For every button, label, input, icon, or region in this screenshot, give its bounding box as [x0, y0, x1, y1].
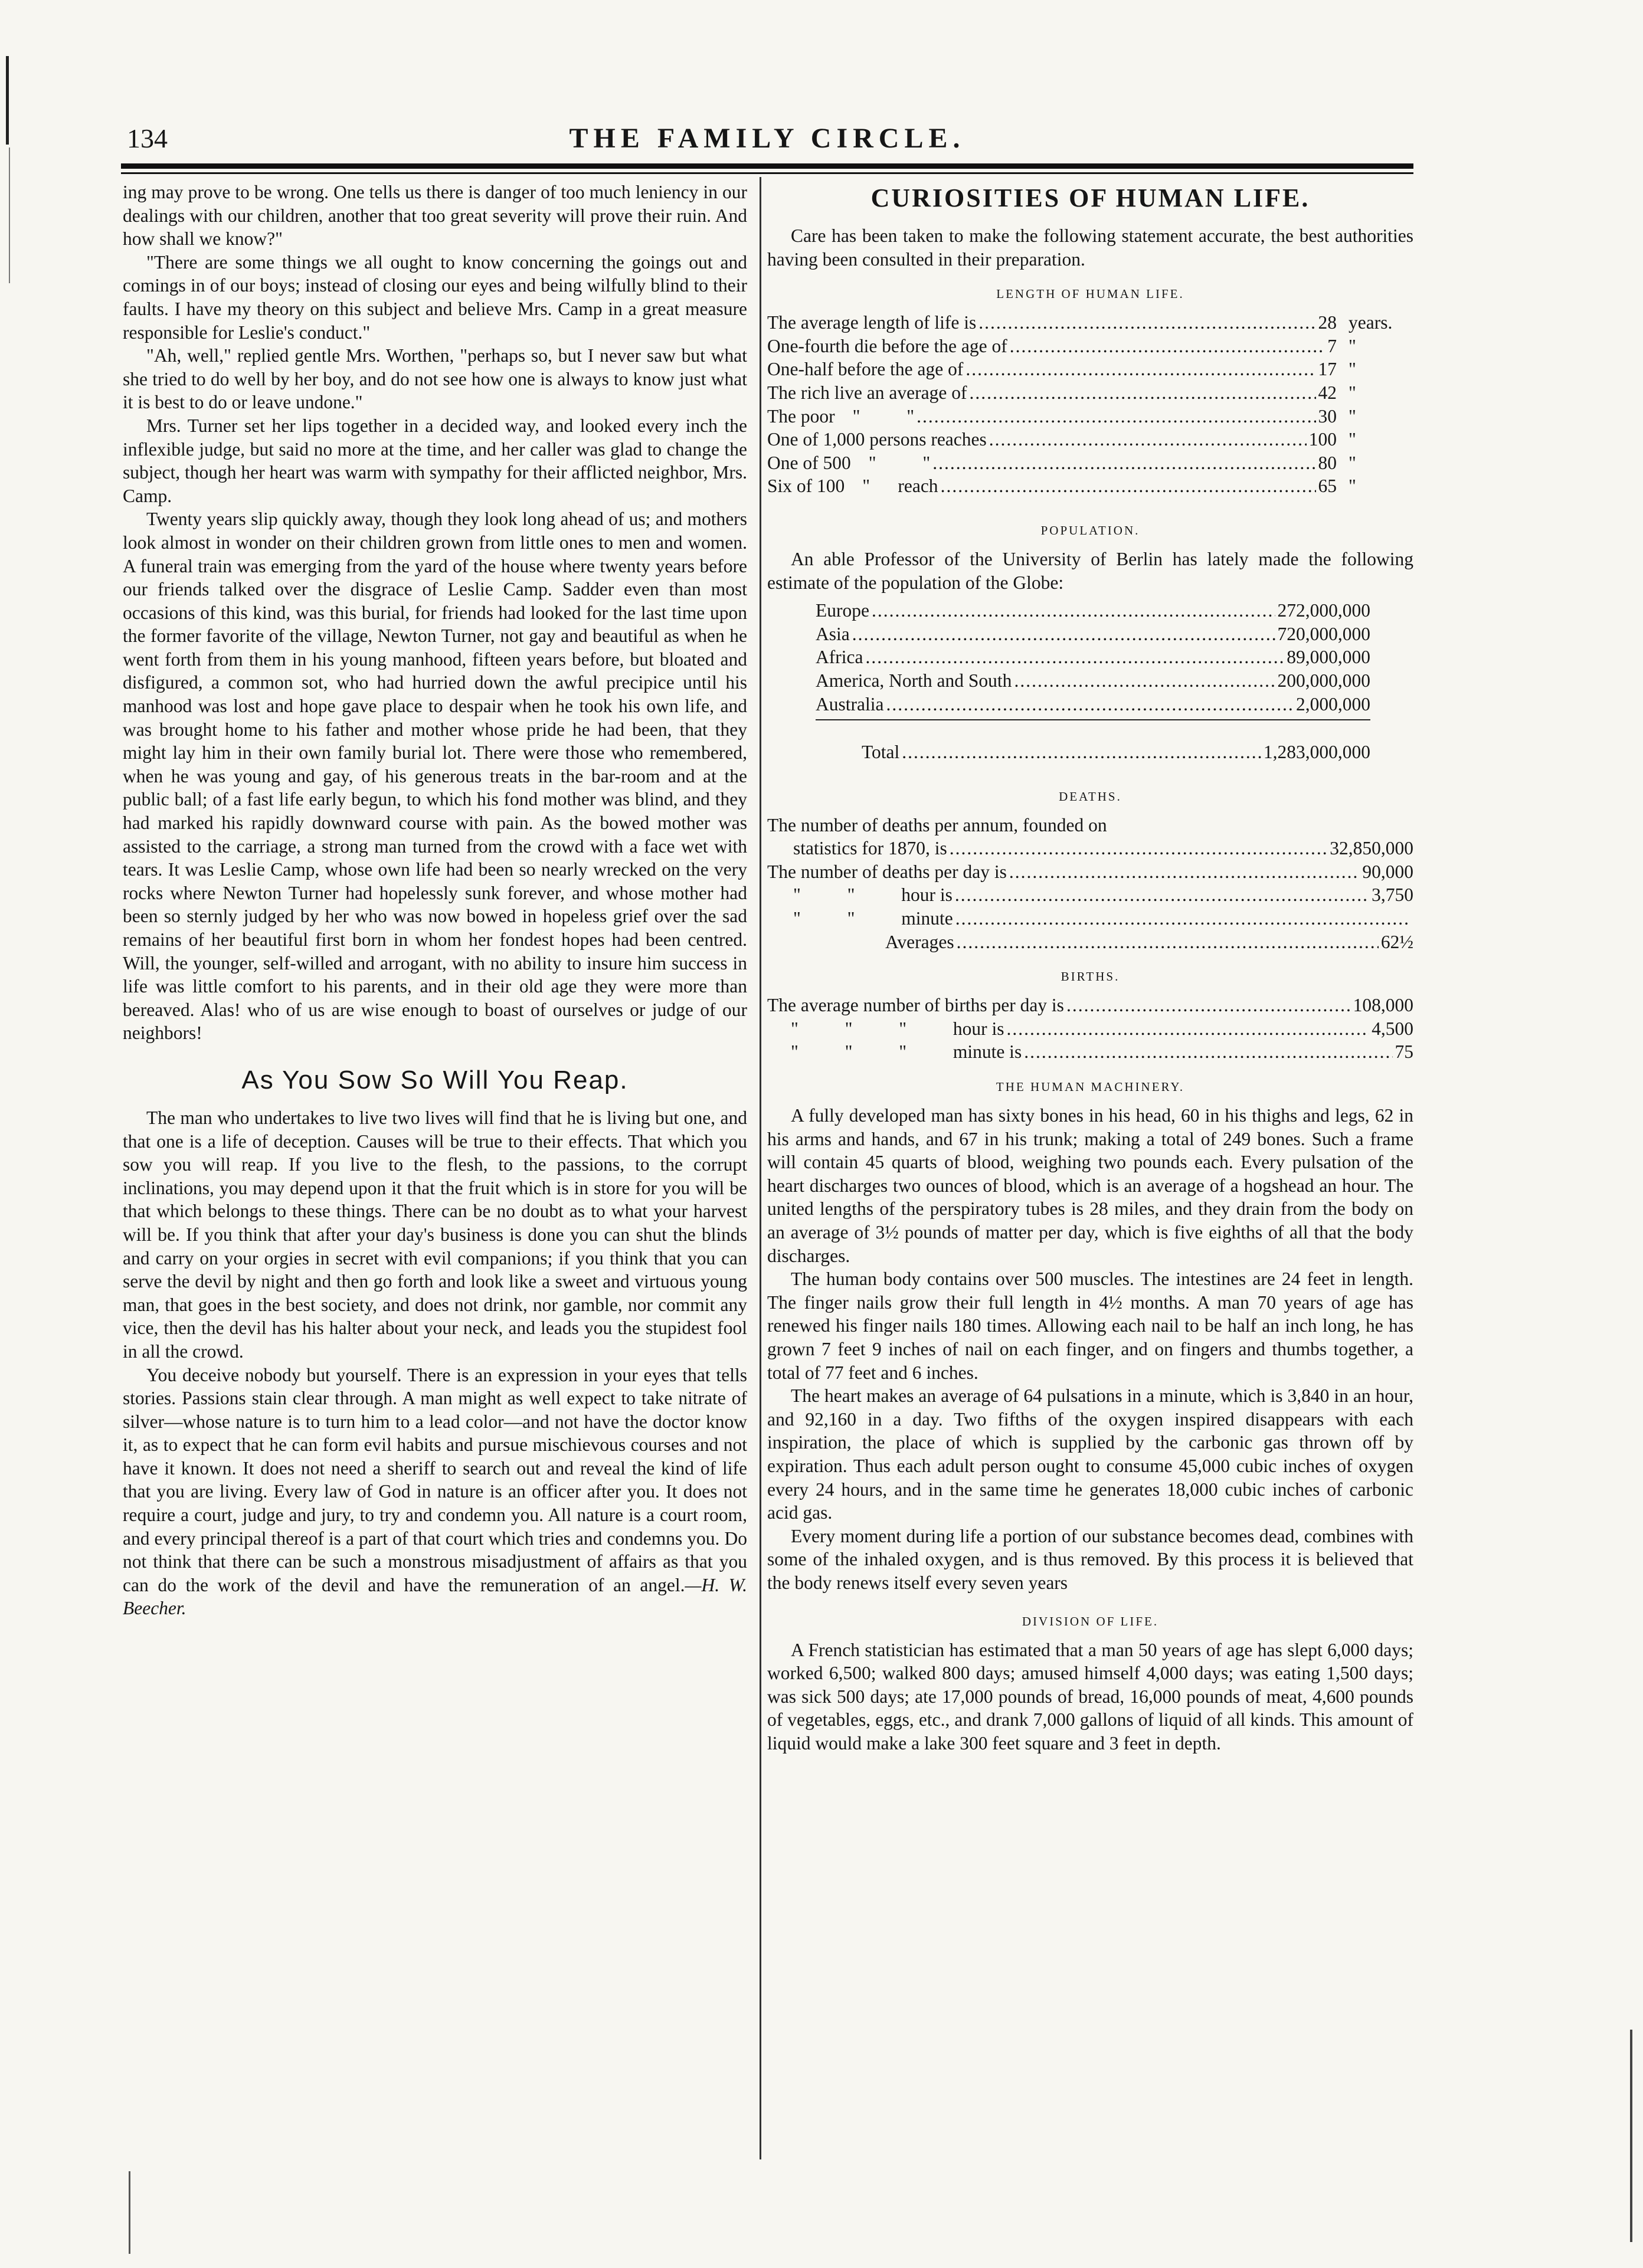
story-paragraph: "Ah, well," replied gentle Mrs. Worthen, "perhaps so, but I never saw but what she tried to do well by her boy, and do not see how one is always to know just what it is best to do or leave undone." — [123, 345, 747, 413]
stat-label: One-half before the age of — [767, 359, 964, 380]
dot-leader — [1009, 860, 1360, 884]
dot-leader — [957, 930, 1379, 954]
population-table — [816, 599, 1370, 716]
stat-value: 200,000,000 — [1277, 670, 1370, 691]
stat-row — [816, 599, 1370, 622]
header-rule-thick — [121, 163, 1413, 169]
article-paragraph — [123, 1364, 747, 1621]
dot-leader — [1066, 994, 1351, 1017]
curiosities-intro: Care has been taken to make the following statement accurate, the best authorities having been consulted in their preparation. — [767, 225, 1413, 270]
stat-label: The average length of life is — [767, 312, 977, 333]
stat-unit: " — [1349, 476, 1356, 497]
ditto-marks: " reach — [862, 476, 938, 497]
dot-leader — [852, 622, 1275, 646]
stat-row — [767, 474, 1413, 498]
stat-value: 3,750 — [1372, 884, 1413, 906]
ditto-marks: " " — [852, 405, 915, 427]
ditto-marks: " " — [868, 452, 931, 473]
curiosities-title: CURIOSITIES OF HUMAN LIFE. — [870, 183, 1310, 212]
stat-row — [767, 335, 1413, 358]
machinery-paragraph: A fully developed man has sixty bones in his head, 60 in his thighs and legs, 62 in his arms and hands, and 67 in his trunk; making a total of 249 bones. Such a frame will contain 45 quarts of blood, weighing two pounds each. Every pulsation of the heart discharges two ounces of blood, which is an average of a hogshead an hour. The united lengths of the perspiratory tubes is 28 miles, and they drain from the body on an average of 3½ pounds of matter per day, which is five eighths of all that the body discharges. — [767, 1105, 1413, 1266]
stat-unit: years. — [1349, 312, 1393, 333]
stat-unit: " — [1349, 405, 1356, 427]
story-paragraph: Twenty years slip quickly away, though they look long ahead of us; and mothers look almost in wonder on their children grown from little ones to men and women. A funeral train was emerging from the yard of the house where twenty years before our friends talked over the disgrace of Leslie Camp. Sadder even than most occasions of this kind, was this burial, for friends had looked for the last time upon the former favorite of the village, Newton Turner, not gay and beautiful as when he went forth from them in his young manhood, fifteen years before, but bloated and disfigured, a common sot, who had hurried down the awful precipice until his manhood was lost and hope gave place to despair when he took his own life, and was brought home to his father and mother whose pride he had been, that they might lay him in their own family burial lot. There were those who remembered, when he was young and gay, of his generous treats in the bar-room and at the public ball; of a fast life early begun, to which his fond mother was blind, and they had marked his rapidly downward course with pain. As the bowed mother was assisted to the carriage, a strong man turned from the crowd with a face wet with tears. It was Leslie Camp, whose own life had been so nearly wrecked on the very rocks where Newton Turner had hopelessly sunk forever, and whose mother had been so sternly judged by her who was now bowed in hopeless grief over the sad remains of her beautiful first born in whom her fondest hopes had been centred. Will, the younger, self-willed and arrogant, with no ability to insure him success in life was little comfort to his parents, and in their old age they were more than bereaved. Alas! who of us are wise enough to boast of ourselves or judge of our neighbors! — [123, 509, 747, 1044]
stat-value: 75 — [1395, 1041, 1413, 1063]
running-title: THE FAMILY CIRCLE. — [569, 123, 965, 154]
dot-leader — [1010, 335, 1325, 358]
stat-label: One-fourth die before the age of — [767, 335, 1007, 356]
stat-row — [767, 381, 1413, 405]
stat-label: America, North and South — [816, 670, 1012, 691]
stat-label: The rich live an average of — [767, 382, 967, 403]
margin-mark — [129, 2171, 130, 2254]
section-heading-division: DIVISION OF LIFE. — [1022, 1614, 1159, 1628]
stat-value: 89,000,000 — [1287, 647, 1370, 668]
story-paragraph: ing may prove to be wrong. One tells us there is danger of too much leniency in our dealings with our children, another that too great severity will prove their ruin. And how shall we know?" — [123, 182, 747, 250]
stat-row — [767, 883, 1413, 907]
stat-label: " " minute — [793, 908, 953, 929]
stat-value: 272,000,000 — [1277, 600, 1370, 621]
stat-row — [816, 622, 1370, 646]
stat-label: Averages — [885, 931, 954, 952]
stat-value: 65 — [1318, 476, 1337, 497]
population-intro: An able Professor of the University of Berlin has lately made the following estimate of the population of the Globe: — [767, 548, 1413, 593]
stat-value: 4,500 — [1372, 1018, 1413, 1039]
right-column — [767, 181, 1413, 1755]
stat-label: Australia — [816, 693, 884, 715]
dot-leader — [917, 405, 1315, 428]
stat-unit: " — [1349, 359, 1356, 380]
stat-row — [767, 814, 1413, 837]
dot-leader — [1024, 1040, 1392, 1064]
dot-leader — [932, 451, 1315, 475]
machinery-paragraph: Every moment during life a portion of our substance becomes dead, combines with some of the inhaled oxygen, and is thus removed. By this process it is believed that the body renews itself every seven years — [767, 1525, 1413, 1593]
stat-row — [767, 358, 1413, 381]
dot-leader — [941, 474, 1316, 498]
dot-leader — [989, 428, 1307, 451]
dot-leader — [950, 837, 1328, 860]
population-total — [862, 740, 1370, 764]
stat-label: Total — [862, 742, 900, 763]
article-signature: —H. W. Beecher. — [123, 1574, 747, 1619]
left-column — [123, 181, 747, 1620]
stat-value: 32,850,000 — [1330, 838, 1413, 859]
stat-label: Europe — [816, 600, 869, 621]
stat-label: Six of 100 — [767, 476, 845, 497]
page-number: 134 — [127, 123, 168, 153]
dot-leader — [969, 381, 1315, 405]
stat-label: The poor — [767, 405, 835, 427]
stat-value: 100 — [1308, 429, 1337, 450]
article-paragraph-text: You deceive nobody but yourself. There is an expression in your eyes that tells stories. Passions stain clear through. A man might as well expect to take nitrate of silver—whose nature is to turn him to a lead color—and not have the doctor know it, as to expect that he can form evil habits and pursue mischievous courses and not have it known. It does not need a sheriff to search out and reveal the kind of life that you are living. Every law of God in nature is an officer after you. It does not require a court, judge and jury, to try and condemn you. All nature is a court room, and every principal thereof is a part of that court which tries and condemns you. Do not think that there can be such a monstrous misadjustment of affairs as that you can do the work of the devil and have the remuneration of an angel. — [123, 1364, 747, 1595]
stat-label: Africa — [816, 647, 863, 668]
dot-leader — [886, 693, 1294, 716]
section-heading-machinery: THE HUMAN MACHINERY. — [996, 1080, 1185, 1094]
stat-row — [767, 1040, 1413, 1064]
dot-leader — [902, 740, 1261, 764]
section-heading-length: LENGTH OF HUMAN LIFE. — [996, 287, 1184, 301]
stat-value: 30 — [1318, 405, 1337, 427]
page-header — [121, 121, 1413, 162]
stat-row — [816, 645, 1370, 669]
dot-leader — [978, 311, 1315, 335]
machinery-paragraph: The heart makes an average of 64 pulsations in a minute, which is 3,840 in an hour, and 92,160 in a day. Two fifths of the oxygen inspired disappears with each inspiration, the place of which is supplied by the carbonic gas thrown off by expiration. Thus each adult person ought to consume 45,000 cubic inches of oxygen every 24 hours, and in the same time he generates 18,000 cubic inches of carbonic acid gas. — [767, 1385, 1413, 1523]
stat-row — [767, 311, 1413, 335]
division-paragraph: A French statistician has estimated that a man 50 years of age has slept 6,000 days; worked 6,500; walked 800 days; amused himself 4,000 days; was eating 1,500 days; was sick 500 days; ate 17,000 pounds of bread, 16,000 pounds of meat, 4,600 pounds of vegetables, eggs, etc., and drank 7,000 gallons of liquid of all kinds. This amount of liquid would make a lake 300 feet square and 3 feet in depth. — [767, 1639, 1413, 1754]
length-table — [767, 311, 1413, 498]
section-heading-births: BIRTHS. — [1061, 969, 1120, 984]
stat-label: " " hour is — [793, 884, 953, 906]
stat-label: " " " hour is — [791, 1018, 1004, 1039]
stat-row — [816, 669, 1370, 693]
stat-unit: " — [1349, 429, 1356, 450]
stat-unit: " — [1349, 335, 1356, 356]
stat-row — [767, 428, 1413, 451]
header-rule-thin — [121, 172, 1413, 174]
stat-row — [767, 837, 1413, 860]
stat-label: Asia — [816, 623, 850, 644]
stat-value: 80 — [1318, 452, 1337, 473]
dot-leader — [865, 645, 1284, 669]
stat-value: 720,000,000 — [1277, 623, 1370, 644]
stat-label: " " " minute is — [791, 1041, 1022, 1063]
dot-leader — [965, 358, 1315, 381]
stat-row — [767, 405, 1413, 428]
stat-value: 42 — [1318, 382, 1337, 403]
stat-row — [816, 693, 1370, 716]
stat-value: 108,000 — [1353, 995, 1413, 1016]
stat-value: 2,000,000 — [1296, 693, 1370, 715]
stat-value: 1,283,000,000 — [1263, 742, 1370, 763]
margin-mark — [6, 56, 9, 145]
stat-unit: " — [1349, 452, 1356, 473]
section-heading-population: POPULATION. — [1040, 523, 1140, 537]
stat-label: The average number of births per day is — [767, 995, 1064, 1016]
dot-leader — [1014, 669, 1275, 693]
stat-row — [767, 930, 1413, 954]
story-paragraph: "There are some things we all ought to know concerning the goings out and comings in of our boys; instead of closing our eyes and being wilfully blind to their faults. I have my theory on this subject and believe Mrs. Camp in a great measure responsible for Leslie's conduct." — [123, 251, 747, 343]
stat-row — [767, 451, 1413, 475]
stat-value: 90,000 — [1362, 861, 1413, 882]
stat-value: 7 — [1327, 335, 1337, 356]
dot-leader — [955, 907, 1411, 930]
article-paragraph: The man who undertakes to live two lives will find that he is living but one, and that one is a life of deception. Causes will be true to their effects. That which you sow you will reap. If you live to the flesh, to the passions, to the corrupt inclinations, you may depend upon it that the fruit which is in store for you will be that which belongs to these things. There can be no doubt as to what your harvest will be. If you think that after your day's business is done you can shut the blinds and carry on your orgies in secret with evil companions; if you think that you can serve the devil by night and then go forth and look like a sweet and virtuous young man, that goes in the best society, and does not drink, nor gamble, nor commit any vice, then the devil has his halter about your neck, and leads you the stupidest fool in all the crowd. — [123, 1107, 747, 1362]
stat-value: 62½ — [1380, 931, 1413, 952]
stat-label: One of 1,000 persons reaches — [767, 429, 987, 450]
stat-value: 17 — [1318, 359, 1337, 380]
stat-row — [767, 907, 1413, 930]
margin-mark — [1630, 2030, 1632, 2242]
dot-leader — [1006, 1017, 1369, 1041]
deaths-table — [767, 814, 1413, 954]
stat-label: The number of deaths per day is — [767, 861, 1007, 882]
machinery-paragraph: The human body contains over 500 muscles. The intestines are 24 feet in length. The finger nails grow their full length in 4½ months. A man 70 years of age has renewed his finger nails 180 times. Allowing each nail to be half an inch long, he has grown 7 feet 9 inches of nail on each finger, and on fingers and thumbs together, a total of 77 feet and 6 inches. — [767, 1269, 1413, 1383]
margin-mark — [9, 148, 10, 283]
total-rule — [816, 719, 1370, 720]
stat-row — [862, 740, 1370, 764]
article-title: As You Sow So Will You Reap. — [241, 1065, 629, 1094]
column-divider — [760, 177, 761, 2159]
stat-unit: " — [1349, 382, 1356, 403]
stat-label: statistics for 1870, is — [793, 838, 947, 859]
stat-label: One of 500 — [767, 452, 851, 473]
dot-leader — [872, 599, 1275, 622]
stat-row — [767, 860, 1413, 884]
births-table — [767, 994, 1413, 1064]
story-paragraph: Mrs. Turner set her lips together in a decided way, and looked every inch the inflexible judge, but said no more at the time, and her caller was glad to change the subject, though her heart was warm with sympathy for their afflicted neighbor, Mrs. Camp. — [123, 415, 747, 506]
section-heading-deaths: DEATHS. — [1059, 789, 1122, 804]
stat-label: The number of deaths per annum, founded on — [767, 814, 1107, 835]
dot-leader — [955, 883, 1369, 907]
stat-value: 28 — [1318, 312, 1337, 333]
stat-row — [767, 1017, 1413, 1041]
stat-row — [767, 994, 1413, 1017]
